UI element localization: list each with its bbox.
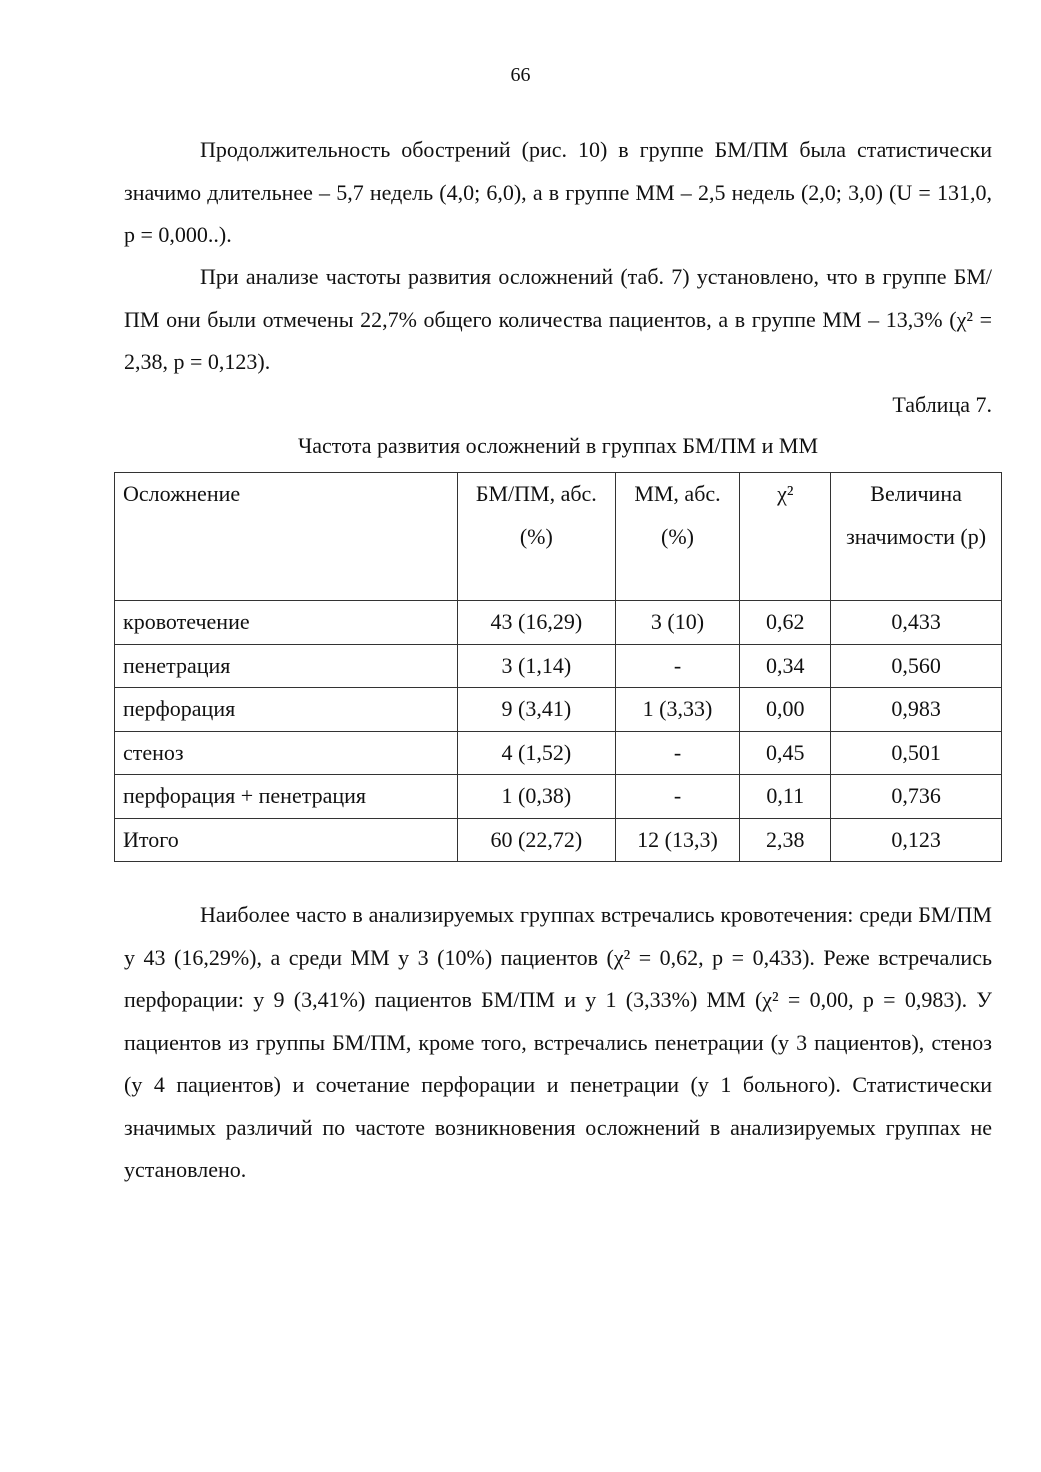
page-number: 66: [510, 64, 531, 86]
complications-table: [114, 472, 1002, 862]
table-row-total: [115, 818, 1002, 862]
cell-chi-square: 0,00: [740, 688, 831, 732]
cell-bm-pm: 4 (1,52): [458, 731, 616, 775]
header-complication: Осложнение: [115, 473, 458, 601]
cell-complication: пенетрация: [115, 644, 458, 688]
cell-complication: кровотечение: [115, 601, 458, 645]
cell-p-value: 0,560: [831, 644, 1002, 688]
cell-bm-pm: 1 (0,38): [458, 775, 616, 819]
table-row: [115, 775, 1002, 819]
paragraph-complications-summary: Наиболее часто в анализируемых группах встречались кровотечения: среди БМ/ПМ у 43 (16,29%), а среди ММ у 3 (10%) пациентов (χ² = 0,62, p = 0,433). Реже встречались перфорации: у 9 (3,41%) пациентов БМ/ПМ и у 1 (3,33%) ММ (χ² = 0,00, p = 0,983). У пациентов из группы БМ/ПМ, кроме того, встречались пенетрации (у 3 пациентов), стеноз (у 4 пациентов) и сочетание перфорации и пенетрации (у 1 больного). Статистически значимых различий по частоте возникновения осложнений в анализируемых группах не установлено.: [124, 902, 992, 1182]
table-title: Частота развития осложнений в группах БМ/ПМ и ММ: [297, 433, 819, 458]
header-mm: ММ, абс. (%): [615, 473, 740, 601]
cell-mm: -: [615, 644, 740, 688]
table-row: [115, 601, 1002, 645]
cell-complication: перфорация: [115, 688, 458, 732]
paragraph-complication-frequency: При анализе частоты развития осложнений (таб. 7) установлено, что в группе БМ/ПМ они были отмечены 22,7% общего количества пациентов, а в группе ММ – 13,3% (χ² = 2,38, p = 0,123).: [124, 264, 992, 374]
cell-bm-pm: 3 (1,14): [458, 644, 616, 688]
cell-chi-square: 0,62: [740, 601, 831, 645]
cell-p-value: 0,123: [831, 818, 1002, 862]
header-significance: Величина значимости (p): [831, 473, 1002, 601]
cell-p-value: 0,736: [831, 775, 1002, 819]
cell-bm-pm: 9 (3,41): [458, 688, 616, 732]
cell-complication: перфорация + пенетрация: [115, 775, 458, 819]
cell-p-value: 0,983: [831, 688, 1002, 732]
header-chi-square: χ²: [740, 473, 831, 601]
header-bm-pm: БМ/ПМ, абс. (%): [458, 473, 616, 601]
cell-chi-square: 2,38: [740, 818, 831, 862]
table-header-row: [115, 473, 1002, 601]
cell-mm: 12 (13,3): [615, 818, 740, 862]
cell-p-value: 0,433: [831, 601, 1002, 645]
cell-mm: -: [615, 731, 740, 775]
cell-mm: 3 (10): [615, 601, 740, 645]
cell-bm-pm: 60 (22,72): [458, 818, 616, 862]
cell-bm-pm: 43 (16,29): [458, 601, 616, 645]
table-row: [115, 644, 1002, 688]
cell-mm: 1 (3,33): [615, 688, 740, 732]
table-row: [115, 731, 1002, 775]
cell-p-value: 0,501: [831, 731, 1002, 775]
table-label: Таблица 7.: [892, 392, 992, 417]
paragraph-exacerbation-duration: Продолжительность обострений (рис. 10) в группе БМ/ПМ была статистически значимо длительнее – 5,7 недель (4,0; 6,0), а в группе ММ – 2,5 недель (2,0; 3,0) (U = 131,0, p = 0,000..).: [124, 137, 992, 247]
cell-complication: стеноз: [115, 731, 458, 775]
cell-chi-square: 0,34: [740, 644, 831, 688]
table-row: [115, 688, 1002, 732]
cell-chi-square: 0,11: [740, 775, 831, 819]
cell-chi-square: 0,45: [740, 731, 831, 775]
cell-mm: -: [615, 775, 740, 819]
cell-complication: Итого: [115, 818, 458, 862]
